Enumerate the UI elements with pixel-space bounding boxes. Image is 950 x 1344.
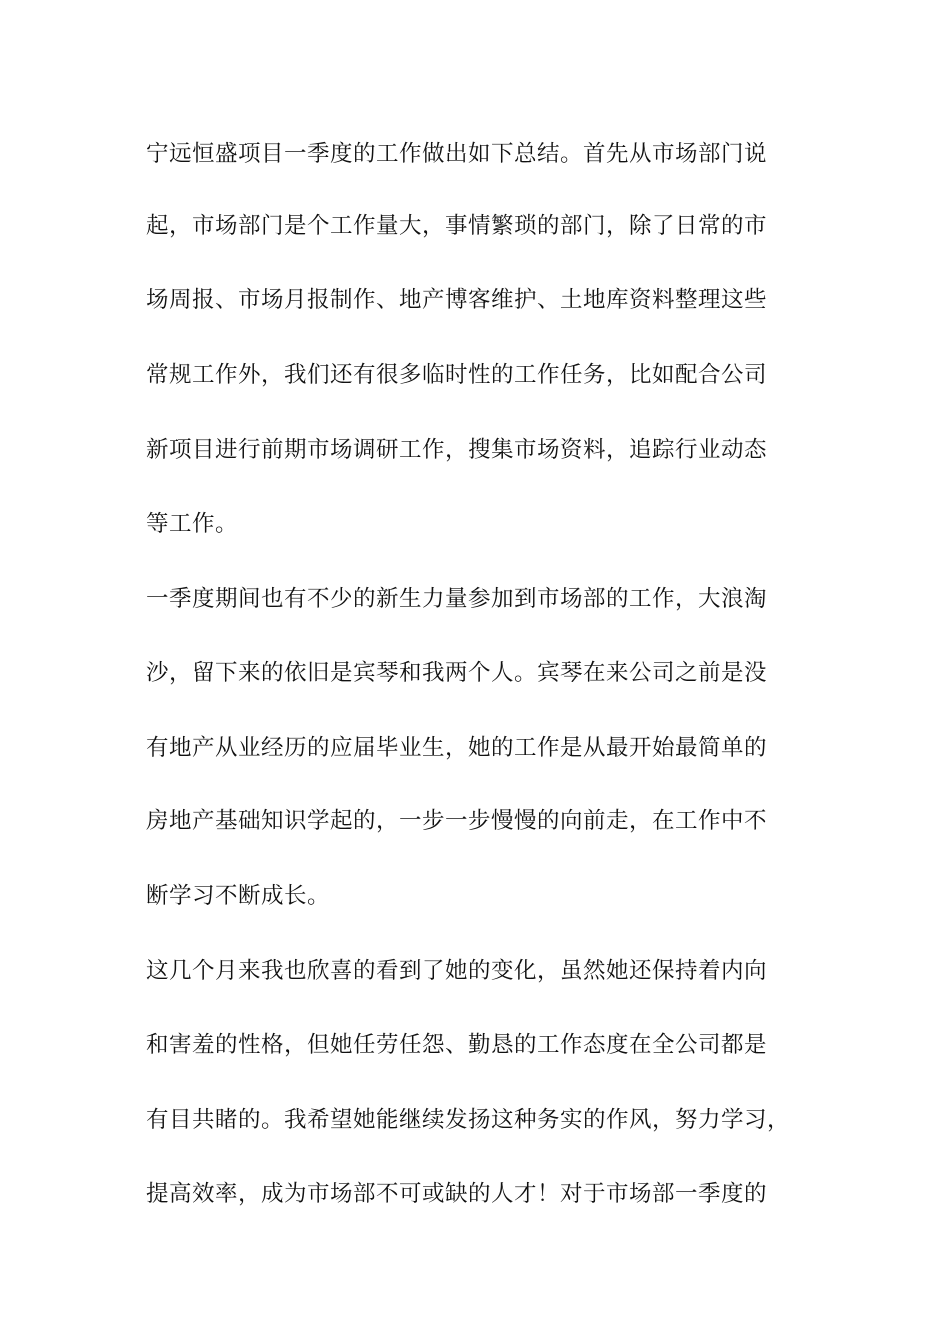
text-line: 有目共睹的。我希望她能继续发扬这种务实的作风，努力学习， xyxy=(146,1107,791,1133)
text-line: 有地产从业经历的应届毕业生，她的工作是从最开始最简单的 xyxy=(146,735,768,761)
text-line: 起，市场部门是个工作量大，事情繁琐的部门，除了日常的市 xyxy=(146,213,768,239)
text-line: 新项目进行前期市场调研工作，搜集市场资料，追踪行业动态 xyxy=(146,437,768,463)
text-line: 常规工作外，我们还有很多临时性的工作任务，比如配合公司 xyxy=(146,362,768,388)
text-line: 提高效率，成为市场部不可或缺的人才！对于市场部一季度的 xyxy=(146,1181,768,1207)
text-line: 断学习不断成长。 xyxy=(146,883,331,909)
text-line: 房地产基础知识学起的，一步一步慢慢的向前走，在工作中不 xyxy=(146,808,768,834)
text-line: 这几个月来我也欣喜的看到了她的变化，虽然她还保持着内向 xyxy=(146,958,768,984)
text-line: 场周报、市场月报制作、地产博客维护、土地库资料整理这些 xyxy=(146,287,768,313)
text-line: 等工作。 xyxy=(146,511,239,537)
text-line: 沙，留下来的依旧是宾琴和我两个人。宾琴在来公司之前是没 xyxy=(146,660,768,686)
text-line: 和害羞的性格，但她任劳任怨、勤恳的工作态度在全公司都是 xyxy=(146,1032,768,1058)
text-line: 一季度期间也有不少的新生力量参加到市场部的工作，大浪淘 xyxy=(146,586,768,612)
text-line: 宁远恒盛项目一季度的工作做出如下总结。首先从市场部门说 xyxy=(146,141,768,167)
